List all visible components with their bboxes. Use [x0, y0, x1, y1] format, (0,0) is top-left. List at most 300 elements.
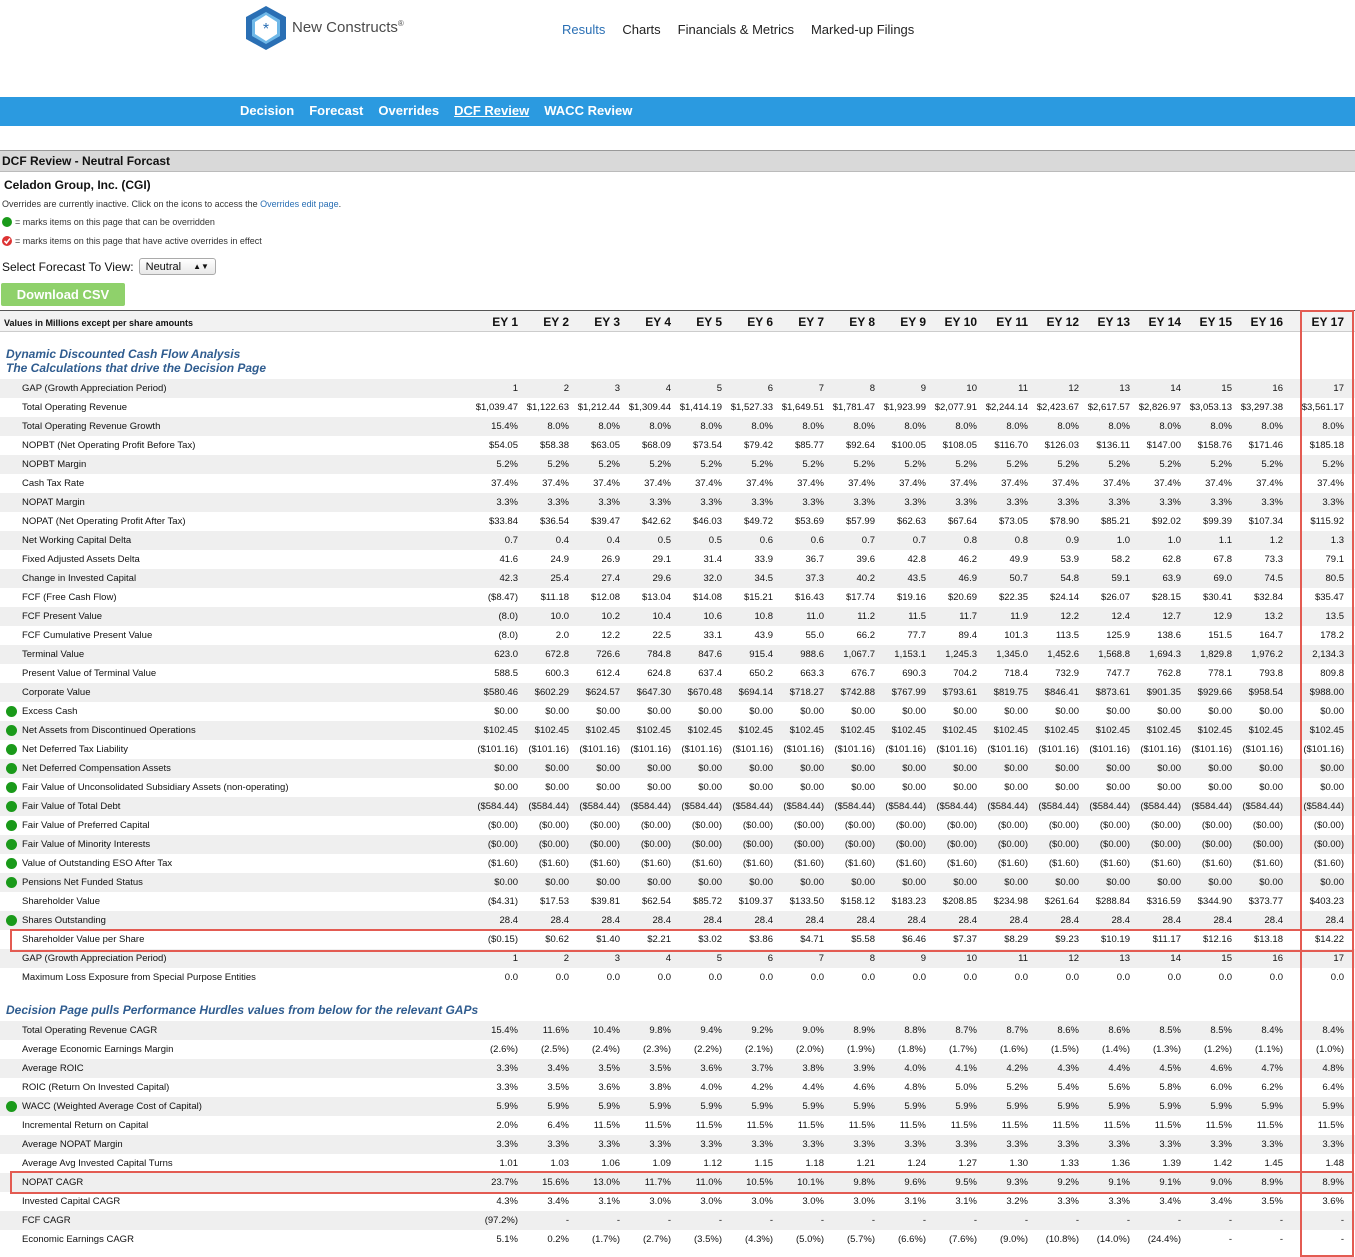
- table-cell: $0.00: [953, 877, 977, 888]
- table-cell: (1.6%): [1000, 1044, 1028, 1055]
- table-cell: $0.00: [800, 706, 824, 717]
- table-cell: 8.0%: [1057, 421, 1079, 432]
- override-dot-icon[interactable]: [6, 858, 17, 869]
- table-cell: 588.5: [494, 668, 518, 679]
- table-cell: $0.00: [698, 782, 722, 793]
- table-cell: ($1.60): [589, 858, 620, 869]
- table-cell: $67.64: [947, 516, 977, 527]
- table-cell: ($0.00): [1150, 820, 1181, 831]
- table-cell: 0.4: [606, 535, 620, 546]
- table-cell: $85.77: [794, 440, 824, 451]
- top-nav-financials[interactable]: Financials & Metrics: [677, 22, 794, 37]
- table-cell: 10: [966, 953, 977, 964]
- table-cell: 5: [716, 953, 722, 964]
- table-cell: 1.30: [1009, 1158, 1028, 1169]
- table-cell: ($584.44): [936, 801, 977, 812]
- table-cell: (1.8%): [898, 1044, 926, 1055]
- table-row: [0, 1078, 1355, 1097]
- row-label: FCF CAGR: [22, 1215, 71, 1226]
- row-label: Invested Capital CAGR: [22, 1196, 121, 1207]
- table-cell: $102.45: [585, 725, 620, 736]
- table-cell: 5.2%: [904, 459, 926, 470]
- table-cell: $133.50: [789, 896, 824, 907]
- table-cell: 151.5: [1208, 630, 1232, 641]
- table-cell: $0.00: [1106, 877, 1130, 888]
- table-cell: $1,527.33: [730, 402, 773, 413]
- override-dot-icon[interactable]: [6, 877, 17, 888]
- table-cell: $316.59: [1146, 896, 1181, 907]
- table-cell: (2.1%): [745, 1044, 773, 1055]
- sub-nav-decision[interactable]: Decision: [240, 103, 295, 118]
- top-nav-filings[interactable]: Marked-up Filings: [810, 22, 915, 37]
- override-dot-icon[interactable]: [6, 763, 17, 774]
- row-label: GAP (Growth Appreciation Period): [22, 383, 167, 394]
- table-cell: $10.19: [1100, 934, 1130, 945]
- table-cell: $85.21: [1100, 516, 1130, 527]
- table-cell: 11.5%: [1154, 1120, 1181, 1131]
- table-cell: 8.0%: [598, 421, 620, 432]
- table-cell: 0.0: [657, 972, 671, 983]
- table-cell: ($0.00): [1313, 820, 1344, 831]
- table-cell: 1,345.0: [996, 649, 1028, 660]
- table-cell: 49.9: [1009, 554, 1028, 565]
- table-row: [0, 911, 1355, 930]
- table-cell: $0.00: [1208, 763, 1232, 774]
- table-cell: 28.4: [1325, 915, 1344, 926]
- table-cell: -: [1024, 1215, 1028, 1226]
- table-cell: 1,568.8: [1098, 649, 1130, 660]
- overrides-edit-link[interactable]: Overrides edit page: [260, 199, 339, 209]
- table-cell: 1.18: [805, 1158, 824, 1169]
- table-cell: 778.1: [1208, 668, 1232, 679]
- table-cell: (1.2%): [1204, 1044, 1232, 1055]
- table-cell: $102.45: [891, 725, 926, 736]
- table-row: [0, 892, 1355, 911]
- table-cell: ($0.00): [538, 820, 569, 831]
- table-cell: $0.00: [1208, 877, 1232, 888]
- table-cell: $0.00: [1157, 763, 1181, 774]
- table-cell: 1.36: [1111, 1158, 1130, 1169]
- table-cell: 29.6: [652, 573, 671, 584]
- table-cell: ($584.44): [1303, 801, 1344, 812]
- table-cell: 9.0%: [802, 1025, 824, 1036]
- table-cell: $2,077.91: [934, 402, 977, 413]
- table-cell: $0.00: [902, 763, 926, 774]
- table-cell: (14.0%): [1096, 1234, 1130, 1245]
- table-cell: ($101.16): [885, 744, 926, 755]
- table-cell: $17.53: [539, 896, 569, 907]
- table-cell: $8.29: [1004, 934, 1028, 945]
- table-row: [0, 930, 1355, 949]
- table-row: [0, 835, 1355, 854]
- table-cell: 4.3%: [1057, 1063, 1079, 1074]
- table-cell: 28.4: [550, 915, 569, 926]
- table-cell: 14: [1170, 953, 1181, 964]
- table-cell: 1.21: [856, 1158, 875, 1169]
- table-cell: 26.9: [601, 554, 620, 565]
- override-dot-icon[interactable]: [6, 1101, 17, 1112]
- table-cell: 4.7%: [1261, 1063, 1283, 1074]
- table-cell: $171.46: [1248, 440, 1283, 451]
- table-cell: 1.45: [1264, 1158, 1283, 1169]
- table-cell: 5.2%: [1006, 1082, 1028, 1093]
- table-cell: 10.2: [601, 611, 620, 622]
- table-cell: $102.45: [534, 725, 569, 736]
- table-cell: 3.3%: [1057, 1139, 1079, 1150]
- table-cell: $3,561.17: [1301, 402, 1344, 413]
- row-label: Present Value of Terminal Value: [22, 668, 157, 679]
- table-cell: 8.0%: [1322, 421, 1344, 432]
- table-cell: 0.2%: [547, 1234, 569, 1245]
- table-cell: $1.40: [596, 934, 620, 945]
- table-cell: 0.6: [759, 535, 773, 546]
- table-cell: 0.0: [1065, 972, 1079, 983]
- table-cell: 8.0%: [1159, 421, 1181, 432]
- table-cell: 3.1%: [904, 1196, 926, 1207]
- table-cell: 3.6%: [1322, 1196, 1344, 1207]
- table-cell: $0.00: [1259, 782, 1283, 793]
- table-cell: 3.4%: [547, 1196, 569, 1207]
- override-dot-icon[interactable]: [6, 782, 17, 793]
- row-label: Pensions Net Funded Status: [22, 877, 143, 888]
- table-cell: -: [922, 1215, 926, 1226]
- table-row: [0, 531, 1355, 550]
- table-cell: 37.4%: [1052, 478, 1079, 489]
- sub-nav-bar: [0, 97, 1355, 126]
- table-cell: $0.00: [494, 763, 518, 774]
- table-cell: $0.00: [1208, 706, 1232, 717]
- table-cell: 8.0%: [802, 421, 824, 432]
- table-cell: 11.6%: [542, 1025, 569, 1036]
- table-cell: (1.7%): [592, 1234, 620, 1245]
- table-cell: 0.0: [963, 972, 977, 983]
- table-cell: 5.2%: [547, 459, 569, 470]
- table-cell: 793.8: [1259, 668, 1283, 679]
- table-cell: 37.3: [805, 573, 824, 584]
- table-cell: 8.7%: [955, 1025, 977, 1036]
- table-cell: -: [1075, 1215, 1079, 1226]
- table-header: [0, 310, 1355, 332]
- table-cell: $11.17: [1152, 934, 1181, 945]
- brand-name[interactable]: New Constructs®: [292, 19, 404, 36]
- table-cell: 79.1: [1325, 554, 1344, 565]
- table-row: [0, 569, 1355, 588]
- table-cell: 17: [1333, 383, 1344, 394]
- table-cell: $108.05: [942, 440, 977, 451]
- table-cell: 3.0%: [751, 1196, 773, 1207]
- table-cell: (1.4%): [1102, 1044, 1130, 1055]
- table-cell: ($101.16): [579, 744, 620, 755]
- table-cell: $20.69: [947, 592, 977, 603]
- table-cell: $58.38: [539, 440, 569, 451]
- table-cell: 3.1%: [598, 1196, 620, 1207]
- sub-nav-wacc-review[interactable]: WACC Review: [544, 103, 633, 118]
- table-cell: 5.9%: [649, 1101, 671, 1112]
- table-cell: 73.3: [1264, 554, 1283, 565]
- top-nav-results[interactable]: Results: [562, 22, 606, 37]
- table-cell: 3.0%: [853, 1196, 875, 1207]
- table-cell: $14.08: [692, 592, 722, 603]
- table-cell: 37.4%: [1317, 478, 1344, 489]
- table-cell: 3.3%: [1006, 497, 1028, 508]
- table-cell: 3.3%: [649, 1139, 671, 1150]
- table-cell: 9.4%: [700, 1025, 722, 1036]
- table-cell: 3.6%: [700, 1063, 722, 1074]
- table-cell: $0.00: [545, 877, 569, 888]
- table-cell: 0.5: [708, 535, 722, 546]
- table-cell: 3.6%: [598, 1082, 620, 1093]
- forecast-select[interactable]: [139, 258, 216, 275]
- table-cell: $46.03: [692, 516, 722, 527]
- table-cell: 0.6: [810, 535, 824, 546]
- table-cell: 3.3%: [802, 497, 824, 508]
- table-cell: $2,826.97: [1138, 402, 1181, 413]
- table-cell: $0.00: [902, 782, 926, 793]
- table-cell: 4: [665, 383, 671, 394]
- table-cell: ($584.44): [1242, 801, 1283, 812]
- table-cell: (8.0): [498, 611, 518, 622]
- table-cell: $3.86: [749, 934, 773, 945]
- table-cell: 5.9%: [700, 1101, 722, 1112]
- table-row: [0, 626, 1355, 645]
- table-cell: $79.42: [743, 440, 773, 451]
- table-cell: $13.18: [1253, 934, 1283, 945]
- table-cell: $2,617.57: [1087, 402, 1130, 413]
- row-label: Total Operating Revenue Growth: [22, 421, 161, 432]
- table-cell: 27.4: [601, 573, 620, 584]
- company-name: Celadon Group, Inc. (CGI): [4, 178, 151, 192]
- table-cell: $102.45: [738, 725, 773, 736]
- table-cell: 1.2: [1269, 535, 1283, 546]
- row-label: Fair Value of Unconsolidated Subsidiary Assets (non-operating): [22, 782, 289, 793]
- table-cell: 0.9: [1065, 535, 1079, 546]
- row-label: Shares Outstanding: [22, 915, 106, 926]
- table-cell: 10.4: [652, 611, 671, 622]
- override-dot-icon[interactable]: [6, 706, 17, 717]
- table-cell: $373.77: [1248, 896, 1283, 907]
- table-cell: 4: [665, 953, 671, 964]
- table-cell: $0.00: [1004, 877, 1028, 888]
- table-cell: $0.00: [1106, 706, 1130, 717]
- table-cell: ($0.00): [691, 839, 722, 850]
- table-cell: $0.00: [851, 877, 875, 888]
- select-arrows-icon: ▲▼: [193, 262, 209, 271]
- table-cell: $158.76: [1197, 440, 1232, 451]
- table-cell: 5.2%: [853, 459, 875, 470]
- table-cell: 5.9%: [1108, 1101, 1130, 1112]
- table-cell: (9.0%): [1000, 1234, 1028, 1245]
- table-cell: 3.3%: [751, 1139, 773, 1150]
- table-cell: 50.7: [1009, 573, 1028, 584]
- table-cell: ($584.44): [1191, 801, 1232, 812]
- table-cell: 46.2: [958, 554, 977, 565]
- table-cell: -: [1340, 1215, 1344, 1226]
- table-cell: 34.5: [754, 573, 773, 584]
- table-cell: $6.46: [902, 934, 926, 945]
- table-cell: 3.3%: [547, 497, 569, 508]
- table-cell: 37.4%: [1001, 478, 1028, 489]
- table-cell: $0.00: [953, 763, 977, 774]
- sub-nav-dcf-review[interactable]: DCF Review: [454, 103, 530, 118]
- table-cell: 74.5: [1264, 573, 1283, 584]
- table-cell: 4.6%: [853, 1082, 875, 1093]
- table-cell: $115.92: [1310, 516, 1344, 527]
- override-dot-icon[interactable]: [6, 820, 17, 831]
- table-row: [0, 797, 1355, 816]
- row-label: Fair Value of Preferred Capital: [22, 820, 150, 831]
- table-cell: 672.8: [545, 649, 569, 660]
- sub-nav-overrides[interactable]: Overrides: [378, 103, 440, 118]
- svg-text:*: *: [262, 21, 270, 38]
- table-cell: 0.0: [504, 972, 518, 983]
- table-cell: 3.3%: [1108, 1196, 1130, 1207]
- row-label: Cash Tax Rate: [22, 478, 85, 489]
- table-cell: ($8.47): [487, 592, 518, 603]
- table-cell: $68.09: [641, 440, 671, 451]
- download-csv-button[interactable]: Download CSV: [1, 283, 125, 306]
- table-cell: 89.4: [958, 630, 977, 641]
- table-cell: ($1.60): [793, 858, 824, 869]
- table-cell: $4.71: [800, 934, 824, 945]
- table-cell: $2.21: [647, 934, 671, 945]
- table-cell: $62.63: [896, 516, 926, 527]
- table-cell: $16.43: [794, 592, 824, 603]
- table-cell: 5.9%: [1006, 1101, 1028, 1112]
- column-header: EY 8: [849, 315, 875, 329]
- table-row: [0, 778, 1355, 797]
- table-cell: $99.39: [1202, 516, 1232, 527]
- table-cell: 28.4: [1009, 915, 1028, 926]
- column-header: EY 10: [944, 315, 977, 329]
- table-cell: 7: [818, 953, 824, 964]
- dcf-table: [0, 310, 1355, 1257]
- table-cell: $1,649.51: [781, 402, 824, 413]
- row-label: Net Assets from Discontinued Operations: [22, 725, 196, 736]
- table-cell: $1,414.19: [679, 402, 722, 413]
- column-header: EY 2: [543, 315, 569, 329]
- table-cell: $12.08: [590, 592, 620, 603]
- table-cell: 3.3%: [1210, 497, 1232, 508]
- table-cell: -: [565, 1215, 569, 1226]
- table-row: [0, 1040, 1355, 1059]
- table-cell: ($0.00): [640, 820, 671, 831]
- table-row: [0, 512, 1355, 531]
- column-header: EY 11: [996, 315, 1028, 329]
- table-cell: 637.4: [698, 668, 722, 679]
- top-header: [0, 0, 1355, 97]
- table-cell: 3.3%: [904, 1139, 926, 1150]
- legend-overridable-text: = marks items on this page that can be overridden: [15, 217, 215, 227]
- table-cell: 4.4%: [802, 1082, 824, 1093]
- sub-nav-forecast[interactable]: Forecast: [309, 103, 364, 118]
- table-cell: ($101.16): [783, 744, 824, 755]
- row-label: Terminal Value: [22, 649, 85, 660]
- table-cell: 3.5%: [649, 1063, 671, 1074]
- forecast-select-value: Neutral: [145, 260, 182, 273]
- table-cell: -: [616, 1215, 620, 1226]
- table-cell: ($0.00): [946, 820, 977, 831]
- table-cell: $102.45: [993, 725, 1028, 736]
- row-label: Economic Earnings CAGR: [22, 1234, 134, 1245]
- table-cell: 1,153.1: [894, 649, 926, 660]
- table-cell: 28.4: [907, 915, 926, 926]
- table-cell: 5.9%: [1322, 1101, 1344, 1112]
- table-cell: $624.57: [585, 687, 620, 698]
- top-nav-charts[interactable]: Charts: [622, 22, 661, 37]
- table-cell: ($0.00): [895, 820, 926, 831]
- column-header: EY 15: [1199, 315, 1232, 329]
- table-cell: $0.00: [1157, 877, 1181, 888]
- table-cell: 11.7: [959, 611, 977, 622]
- table-cell: 8.0%: [1261, 421, 1283, 432]
- table-cell: (6.6%): [898, 1234, 926, 1245]
- table-cell: 3.7%: [751, 1063, 773, 1074]
- table-cell: $1,039.47: [475, 402, 518, 413]
- table-cell: 8: [869, 953, 875, 964]
- table-cell: (2.2%): [694, 1044, 722, 1055]
- override-dot-icon[interactable]: [6, 801, 17, 812]
- override-dot-icon[interactable]: [6, 725, 17, 736]
- table-cell: 13.2: [1264, 611, 1283, 622]
- table-cell: $3,297.38: [1240, 402, 1283, 413]
- table-cell: 5.4%: [1057, 1082, 1079, 1093]
- table-cell: 4.2%: [751, 1082, 773, 1093]
- table-cell: ($101.16): [1303, 744, 1344, 755]
- table-cell: (97.2%): [484, 1215, 518, 1226]
- table-cell: 3.0%: [700, 1196, 722, 1207]
- table-cell: 5.9%: [496, 1101, 518, 1112]
- table-cell: 28.4: [703, 915, 722, 926]
- table-cell: ($0.00): [589, 820, 620, 831]
- table-cell: $0.00: [749, 763, 773, 774]
- column-header: EY 16: [1250, 315, 1283, 329]
- table-cell: 5: [716, 383, 722, 394]
- table-cell: 6: [767, 953, 773, 964]
- table-row: [0, 1154, 1355, 1173]
- table-cell: (2.5%): [541, 1044, 569, 1055]
- table-cell: $0.00: [698, 706, 722, 717]
- override-dot-icon[interactable]: [6, 915, 17, 926]
- table-cell: $26.07: [1100, 592, 1130, 603]
- table-cell: $158.12: [840, 896, 875, 907]
- table-cell: 12.9: [1213, 611, 1232, 622]
- table-cell: $208.85: [942, 896, 977, 907]
- table-cell: 809.8: [1320, 668, 1344, 679]
- override-dot-icon[interactable]: [6, 839, 17, 850]
- row-label: NOPBT (Net Operating Profit Before Tax): [22, 440, 196, 451]
- table-row: [0, 683, 1355, 702]
- table-cell: 0.7: [861, 535, 875, 546]
- table-cell: 5.2%: [1057, 459, 1079, 470]
- table-cell: (10.8%): [1045, 1234, 1079, 1245]
- row-label: Fixed Adjusted Assets Delta: [22, 554, 140, 565]
- table-cell: ($101.16): [1191, 744, 1232, 755]
- table-cell: $0.00: [1055, 763, 1079, 774]
- table-cell: 2: [563, 953, 569, 964]
- table-cell: 8.0%: [700, 421, 722, 432]
- table-cell: 16: [1272, 383, 1283, 394]
- override-dot-icon[interactable]: [6, 744, 17, 755]
- table-cell: ($0.00): [844, 820, 875, 831]
- table-cell: 138.6: [1157, 630, 1181, 641]
- table-cell: 1.27: [958, 1158, 977, 1169]
- table-cell: ($1.60): [1150, 858, 1181, 869]
- table-cell: ($0.00): [487, 820, 518, 831]
- table-row: [0, 1211, 1355, 1230]
- row-label: Fair Value of Total Debt: [22, 801, 121, 812]
- logo-icon[interactable]: [243, 5, 289, 51]
- table-cell: 3.0%: [802, 1196, 824, 1207]
